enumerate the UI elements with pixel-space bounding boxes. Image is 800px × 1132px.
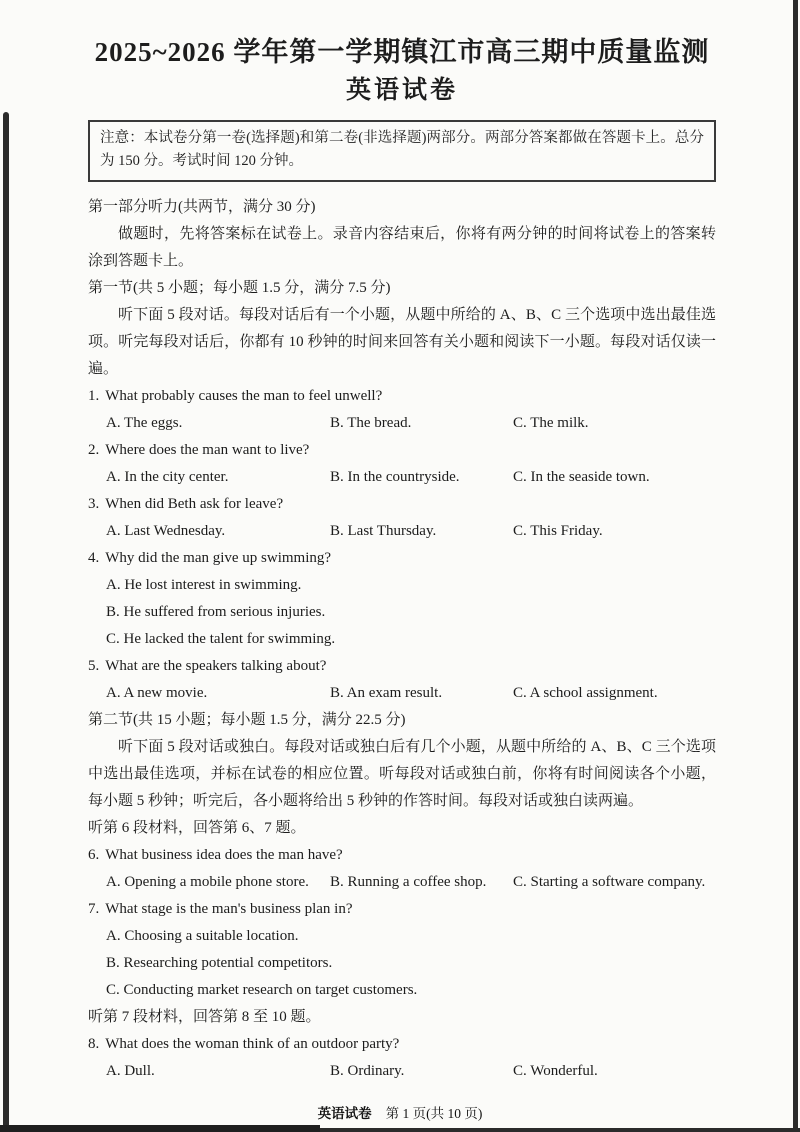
paper-body	[88, 194, 716, 1085]
question-text	[88, 842, 716, 869]
material-7-line: 听第 7 段材料，回答第 8 至 10 题。	[88, 1009, 321, 1025]
question-options	[106, 680, 716, 707]
option-b: B. An exam result.	[330, 685, 443, 701]
question-text	[88, 437, 716, 464]
option-b: B. He suffered from serious injuries.	[106, 604, 326, 620]
option-c: C. This Friday.	[513, 523, 603, 539]
question-stem: What business idea does the man have?	[105, 847, 343, 863]
question-item-4	[88, 545, 716, 653]
section1-heading: 第一节(共 5 小题；每小题 1.5 分，满分 7.5 分)	[88, 280, 391, 296]
option-b: B. Ordinary.	[330, 1063, 405, 1079]
option-c: C. Wonderful.	[513, 1063, 598, 1079]
paper-title: 2025~2026 学年第一学期镇江市高三期中质量监测	[94, 37, 710, 67]
question-options	[106, 518, 716, 545]
question-text	[88, 545, 716, 572]
question-text	[88, 383, 716, 410]
question-item-2	[88, 437, 716, 491]
question-stem: Why did the man give up swimming?	[105, 550, 332, 566]
part1-heading: 第一部分听力(共两节，满分 30 分)	[88, 199, 316, 215]
question-item-7	[88, 896, 716, 1004]
page-footer	[0, 1102, 800, 1122]
section1-instructions: 听下面 5 段对话。每段对话后有一个小题，从题中所给的 A、B、C 三个选项中选出最佳选项。听完每段对话后，你都有 10 秒钟的时间来回答有关小题和阅读下一小题。每段对话仅读一遍。	[88, 307, 716, 377]
question-options	[106, 869, 716, 896]
option-a: A. In the city center.	[106, 469, 229, 485]
question-stem: What does the woman think of an outdoor party?	[105, 1036, 400, 1052]
material-6-line: 听第 6 段材料，回答第 6、7 题。	[88, 820, 306, 836]
option-a: A. A new movie.	[106, 685, 208, 701]
question-item-1	[88, 383, 716, 437]
question-text	[88, 1031, 716, 1058]
question-number: 3.	[88, 496, 100, 512]
scan-edge-bottom-left	[0, 1125, 320, 1132]
option-b: B. Last Thursday.	[330, 523, 437, 539]
question-stem: What stage is the man's business plan in?	[105, 901, 353, 917]
question-number: 1.	[88, 388, 100, 404]
option-a: A. Dull.	[106, 1063, 155, 1079]
question-options	[106, 464, 716, 491]
question-item-3	[88, 491, 716, 545]
option-a: A. The eggs.	[106, 415, 183, 431]
option-c: C. The milk.	[513, 415, 589, 431]
part1-note: 做题时，先将答案标在试卷上。录音内容结束后，你将有两分钟的时间将试卷上的答案转涂到答题卡上。	[88, 226, 716, 269]
question-stem: Where does the man want to live?	[105, 442, 310, 458]
notice-box: 注意：本试卷分第一卷(选择题)和第二卷(非选择题)两部分。两部分答案都做在答题卡上。总分为 150 分。考试时间 120 分钟。	[88, 120, 716, 182]
question-stem: What are the speakers talking about?	[105, 658, 327, 674]
question-item-6	[88, 842, 716, 896]
question-number: 7.	[88, 901, 100, 917]
section2-heading: 第二节(共 15 小题；每小题 1.5 分，满分 22.5 分)	[88, 712, 406, 728]
question-options	[106, 410, 716, 437]
option-c: C. In the seaside town.	[513, 469, 650, 485]
question-text	[88, 653, 716, 680]
option-b: B. The bread.	[330, 415, 412, 431]
option-c: C. Starting a software company.	[513, 874, 706, 890]
question-number: 4.	[88, 550, 100, 566]
question-text	[88, 491, 716, 518]
option-b: B. Running a coffee shop.	[330, 874, 487, 890]
question-stem: What probably causes the man to feel unwell?	[105, 388, 383, 404]
question-item-8	[88, 1031, 716, 1085]
option-a: A. He lost interest in swimming.	[106, 577, 302, 593]
footer-page-number: 第 1 页(共 10 页)	[385, 1106, 483, 1121]
option-b: B. In the countryside.	[330, 469, 460, 485]
question-number: 5.	[88, 658, 100, 674]
option-b: B. Researching potential competitors.	[106, 955, 333, 971]
question-item-5	[88, 653, 716, 707]
option-c: C. He lacked the talent for swimming.	[106, 631, 336, 647]
section2-instructions: 听下面 5 段对话或独白。每段对话或独白后有几个小题，从题中所给的 A、B、C 三个选项中选出最佳选项，并标在试卷的相应位置。听每段对话或独白前，你将有时间阅读各个小题，每小题 5 秒钟；听完后，各小题将给出 5 秒钟的作答时间。每段对话或独白读两遍。	[88, 739, 716, 809]
option-c: C. Conducting market research on target customers.	[106, 982, 418, 998]
question-number: 2.	[88, 442, 100, 458]
footer-booklet-title: 英语试卷	[317, 1106, 372, 1121]
option-a: A. Last Wednesday.	[106, 523, 226, 539]
option-a: A. Opening a mobile phone store.	[106, 874, 309, 890]
question-stem: When did Beth ask for leave?	[105, 496, 284, 512]
scan-edge-left	[3, 112, 9, 1132]
question-options	[106, 1058, 716, 1085]
option-c: C. A school assignment.	[513, 685, 658, 701]
question-text	[88, 896, 716, 923]
paper-subtitle: 英语试卷	[345, 77, 458, 104]
option-a: A. Choosing a suitable location.	[106, 928, 299, 944]
scan-edge-right	[793, 0, 798, 1132]
question-number: 6.	[88, 847, 100, 863]
question-number: 8.	[88, 1036, 100, 1052]
